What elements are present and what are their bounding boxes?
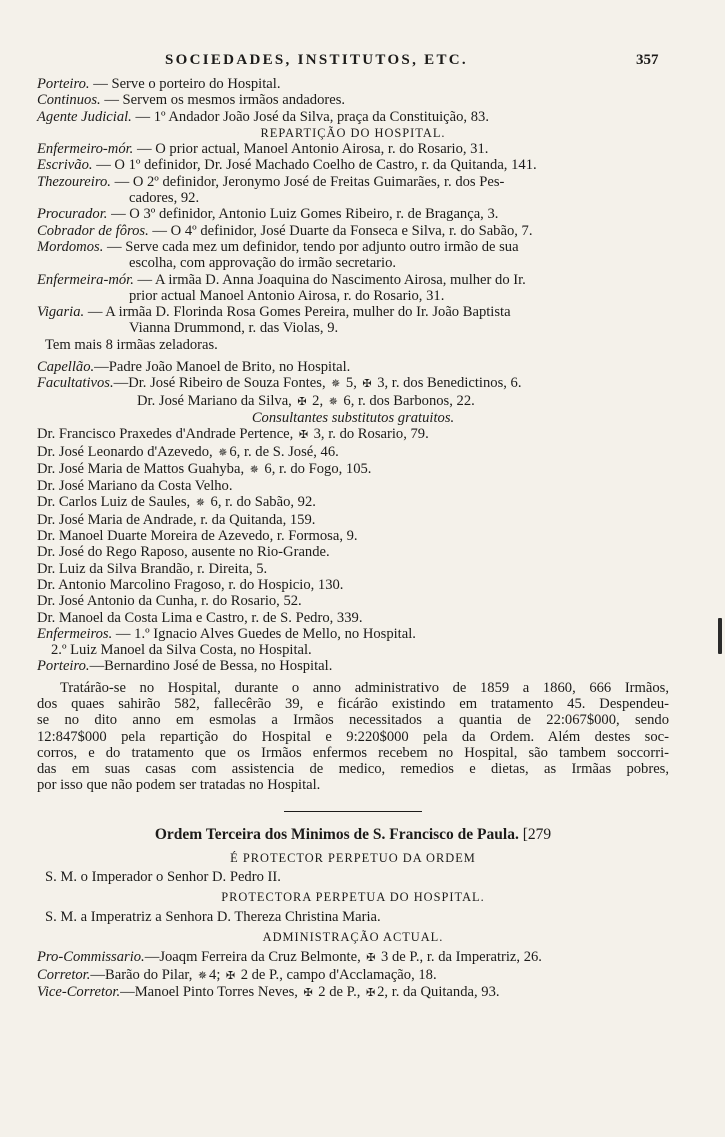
entry-enfermeiros-cont: 2.º Luiz Manoel da Silva Costa, no Hospital. bbox=[51, 642, 312, 659]
entry-cobrador: Cobrador de fôros. — O 4º definidor, José Duarte da Fonseca e Silva, r. do Sabão, 7. bbox=[37, 222, 533, 239]
entry-enfermeiro-mor: Enfermeiro-mór. — O prior actual, Manoel Antonio Airosa, r. do Rosario, 31. bbox=[37, 141, 489, 158]
document-body bbox=[37, 76, 669, 1001]
paragraph-line: 12:847$000 pela repartição do Hospital e 9:220$000 pela da Ordem. Além destes soc- bbox=[37, 728, 669, 745]
list-item: Dr. Carlos Luiz de Saules, ✵ 6, r. do Sabão, 92. bbox=[37, 494, 316, 511]
order-cross-icon: ✠ bbox=[297, 395, 307, 408]
order-star-icon: ✵ bbox=[218, 446, 228, 459]
order-cross-icon: ✠ bbox=[366, 986, 376, 999]
entry-vigaria: Vigaria. — A irmãa D. Florinda Rosa Gomes Pereira, mulher do Ir. João Baptista bbox=[37, 304, 511, 321]
entry-facultativos-cont: Dr. José Mariano da Silva, ✠ 2, ✵ 6, r. dos Barbonos, 22. bbox=[137, 392, 475, 409]
order-star-icon: ✵ bbox=[331, 378, 341, 391]
protectress-name: S. M. a Imperatriz a Senhora D. Thereza Christina Maria. bbox=[45, 908, 381, 925]
entry-pro-commissario: Pro-Commissario.—Joaqm Ferreira da Cruz Belmonte, ✠ 3 de P., r. da Imperatriz, 26. bbox=[37, 949, 542, 966]
paragraph-line: corros, e do tratamento que os Irmãos enfermos recebem no Hospital, são tambem soccorri- bbox=[37, 744, 669, 761]
entry-porteiro: Porteiro. — Serve o porteiro do Hospital. bbox=[37, 76, 281, 92]
running-title: SOCIEDADES, INSTITUTOS, ETC. bbox=[165, 52, 468, 68]
list-item: Dr. José Leonardo d'Azevedo, ✵ 6, r. de S. José, 46. bbox=[37, 443, 339, 460]
entry-agente-judicial: Agente Judicial. — 1º Andador João José da Silva, praça da Constituição, 83. bbox=[37, 108, 489, 125]
list-item: Dr. José Antonio da Cunha, r. do Rosario, 52. bbox=[37, 593, 302, 610]
entry-enfermeira-mor: Enfermeira-mór. — A irmãa D. Anna Joaquina do Nascimento Airosa, mulher do Ir. bbox=[37, 271, 526, 288]
entry-enfermeira-cont: prior actual Manoel Antonio Airosa, r. do Rosario, 31. bbox=[129, 287, 445, 304]
entry-procurador: Procurador. — O 3º definidor, Antonio Luiz Gomes Ribeiro, r. de Bragança, 3. bbox=[37, 206, 499, 223]
list-item: Dr. Luiz da Silva Brandão, r. Direita, 5. bbox=[37, 560, 268, 577]
order-title: Ordem Terceira dos Minimos de S. Francisco de Paula. [279 bbox=[154, 825, 552, 843]
entry-vigaria-cont: Vianna Drummond, r. das Violas, 9. bbox=[129, 320, 339, 337]
order-cross-icon: ✠ bbox=[362, 378, 372, 391]
binding-mark bbox=[718, 618, 722, 654]
order-star-icon: ✵ bbox=[195, 497, 205, 510]
paragraph-line: por isso que não podem ser tratadas no Hospital. bbox=[37, 777, 321, 794]
paragraph-line: Tratárão-se no Hospital, durante o anno administrativo de 1859 a 1860, 666 Irmãos, bbox=[60, 679, 669, 696]
order-cross-icon: ✠ bbox=[225, 969, 236, 982]
entry-capellao: Capellão.—Padre João Manoel de Brito, no Hospital. bbox=[37, 359, 351, 376]
entry-mordomos-cont: escolha, com approvação do irmão secretario. bbox=[129, 255, 397, 272]
order-cross-icon: ✠ bbox=[303, 986, 313, 999]
entry-escrivao: Escrivão. — O 1º definidor, Dr. José Machado Coelho de Castro, r. da Quitanda, 141. bbox=[37, 157, 537, 174]
entry-facultativos: Facultativos.—Dr. José Ribeiro de Souza Fontes, ✵ 5, ✠ 3, r. dos Benedictinos, 6. bbox=[37, 375, 522, 392]
entry-enfermeiros: Enfermeiros. — 1.º Ignacio Alves Guedes de Mello, no Hospital. bbox=[37, 625, 416, 642]
report-paragraph bbox=[37, 680, 669, 794]
section-heading-consultantes: Consultantes substitutos gratuitos. bbox=[251, 409, 455, 426]
order-star-icon: ✵ bbox=[197, 969, 208, 982]
entry-porteiro-hospital: Porteiro.—Bernardino José de Bessa, no Hospital. bbox=[37, 658, 333, 675]
entry-thezoureiro: Thezoureiro. — O 2º definidor, Jeronymo José de Freitas Guimarães, r. dos Pes- bbox=[37, 173, 505, 190]
paragraph-line: se no dito anno em esmolas a Irmãos necessitados a quantia de 22:067$000, sendo bbox=[37, 712, 669, 729]
entry-mordomos: Mordomos. — Serve cada mez um definidor, tendo por adjunto outro irmão de sua bbox=[37, 238, 519, 255]
entry-thezoureiro-cont: cadores, 92. bbox=[129, 190, 200, 207]
protector-name: S. M. o Imperador o Senhor D. Pedro II. bbox=[45, 869, 281, 886]
list-item: Dr. José do Rego Raposo, ausente no Rio-Grande. bbox=[37, 544, 330, 561]
order-star-icon: ✵ bbox=[328, 395, 338, 408]
protectress-heading: PROTECTORA PERPETUA DO HOSPITAL. bbox=[221, 890, 485, 905]
section-divider bbox=[284, 811, 422, 812]
list-item: Dr. José Maria de Mattos Guahyba, ✵ 6, r. do Fogo, 105. bbox=[37, 460, 372, 477]
consultantes-list bbox=[37, 426, 669, 626]
entry-continuos: Continuos. — Servem os mesmos irmãos andadores. bbox=[37, 92, 346, 109]
order-cross-icon: ✠ bbox=[298, 429, 309, 442]
paragraph-line: das em suas casas com assistencia de medico, remedios e dietas, as Irmãas pobres, bbox=[37, 761, 669, 778]
list-item: Dr. José Maria de Andrade, r. da Quitanda, 159. bbox=[37, 511, 316, 528]
page-number: 357 bbox=[636, 52, 659, 68]
order-cross-icon: ✠ bbox=[366, 952, 376, 965]
entry-zeladoras: Tem mais 8 irmãas zeladoras. bbox=[45, 336, 218, 353]
list-item: Dr. José Mariano da Costa Velho. bbox=[37, 478, 233, 495]
paragraph-line: dos quaes sahirão 582, fallecêrão 39, e ficárão existindo em tratamento 45. Despendeu- bbox=[37, 695, 669, 712]
order-star-icon: ✵ bbox=[249, 463, 259, 476]
list-item: Dr. Manoel da Costa Lima e Castro, r. de S. Pedro, 339. bbox=[37, 609, 363, 626]
entry-vice-corretor: Vice-Corretor.—Manoel Pinto Torres Neves, ✠ 2 de P., ✠ 2, r. da Quitanda, 93. bbox=[37, 983, 500, 1000]
page-header bbox=[0, 52, 725, 76]
order-note: [279 bbox=[522, 825, 552, 843]
administration-heading: ADMINISTRAÇÃO ACTUAL. bbox=[262, 929, 444, 944]
list-item: Dr. Francisco Praxedes d'Andrade Pertence, ✠ 3, r. do Rosario, 79. bbox=[37, 426, 429, 443]
protector-heading: É PROTECTOR PERPETUO DA ORDEM bbox=[230, 850, 476, 865]
list-item: Dr. Antonio Marcolino Fragoso, r. do Hospicio, 130. bbox=[37, 576, 344, 593]
entry-corretor: Corretor.—Barão do Pilar, ✵ 4; ✠ 2 de P., campo d'Acclamação, 18. bbox=[37, 966, 437, 983]
list-item: Dr. Manoel Duarte Moreira de Azevedo, r. Formosa, 9. bbox=[37, 528, 358, 545]
section-heading-hospital: REPARTIÇÃO DO HOSPITAL. bbox=[260, 125, 446, 140]
